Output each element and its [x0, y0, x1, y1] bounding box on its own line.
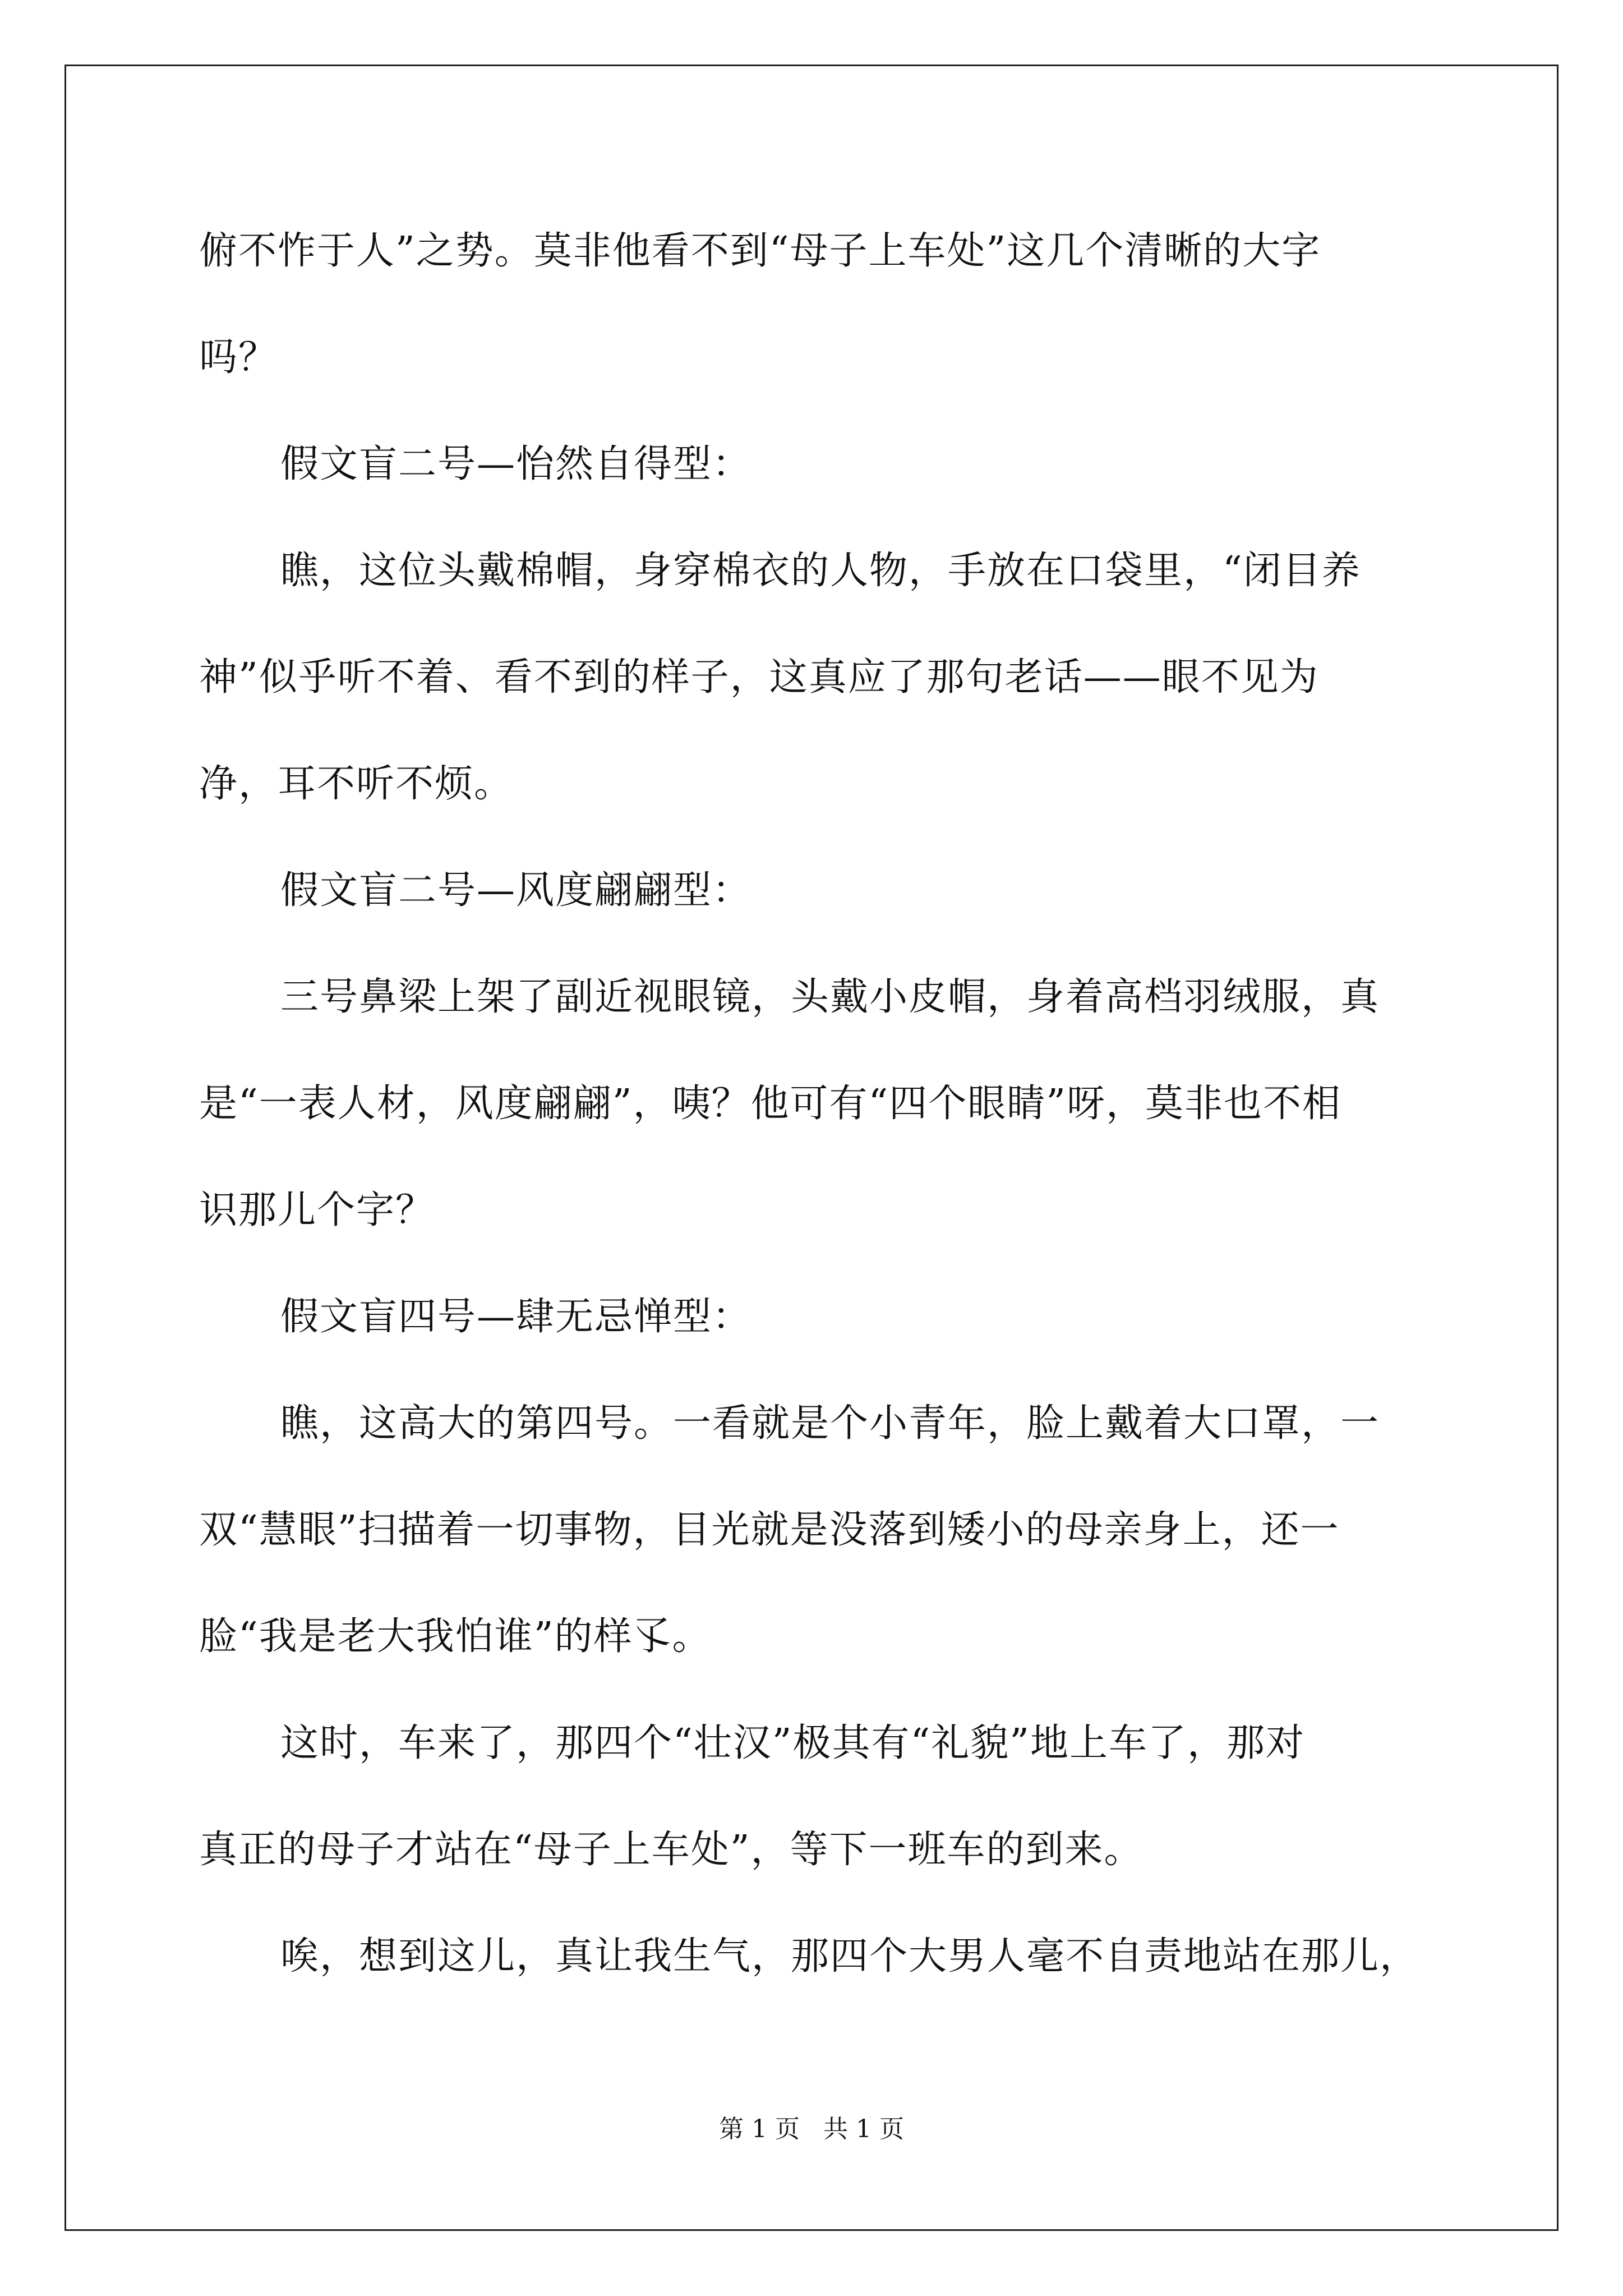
page-footer: 第 1 页 共 1 页: [719, 2115, 904, 2143]
page-border: [64, 65, 1559, 2231]
paragraph-line: 瞧，这位头戴棉帽，身穿棉衣的人物，手放在口袋里，“闭目养: [280, 549, 1361, 593]
section-heading: 假文盲二号—风度翩翩型：: [280, 868, 752, 913]
paragraph-line: 俯不怍于人”之势。莫非他看不到“母子上车处”这几个清晰的大字: [199, 229, 1321, 273]
paragraph-line: 是“一表人材，风度翩翩”，咦？他可有“四个眼睛”呀，莫非也不相: [199, 1082, 1342, 1126]
section-heading: 假文盲四号—肆无忌惮型：: [280, 1295, 752, 1339]
paragraph-line: 脸“我是老大我怕谁”的样孓。: [199, 1614, 712, 1659]
paragraph-line: 真正的母子才站在“母子上车处”，等下一班车的到来。: [199, 1828, 1144, 1872]
paragraph-line: 三号鼻梁上架了副近视眼镜，头戴小皮帽，身着高档羽绒服，真: [280, 975, 1380, 1019]
paragraph-line: 双“慧眼”扫描着一切事物，目光就是没落到矮小的母亲身上，还一: [199, 1508, 1340, 1552]
paragraph-line: 吗？: [199, 335, 278, 380]
paragraph-line: 唉，想到这儿，真让我生气，那四个大男人毫不自责地站在那儿，: [280, 1934, 1419, 1978]
paragraph-line: 瞧，这高大的第四号。一看就是个小青年，脸上戴着大口罩，一: [280, 1401, 1380, 1446]
paragraph-line: 净，耳不听不烦。: [199, 762, 514, 806]
paragraph-line: 神”似乎听不着、看不到的样子，这真应了那句老话——眼不见为: [199, 655, 1319, 700]
paragraph-line: 这时，车来了，那四个“壮汉”极其有“礼貌”地上车了，那对: [280, 1721, 1306, 1765]
section-heading: 假文盲二号—怡然自得型：: [280, 442, 752, 486]
paragraph-line: 识那儿个字？: [199, 1188, 435, 1232]
